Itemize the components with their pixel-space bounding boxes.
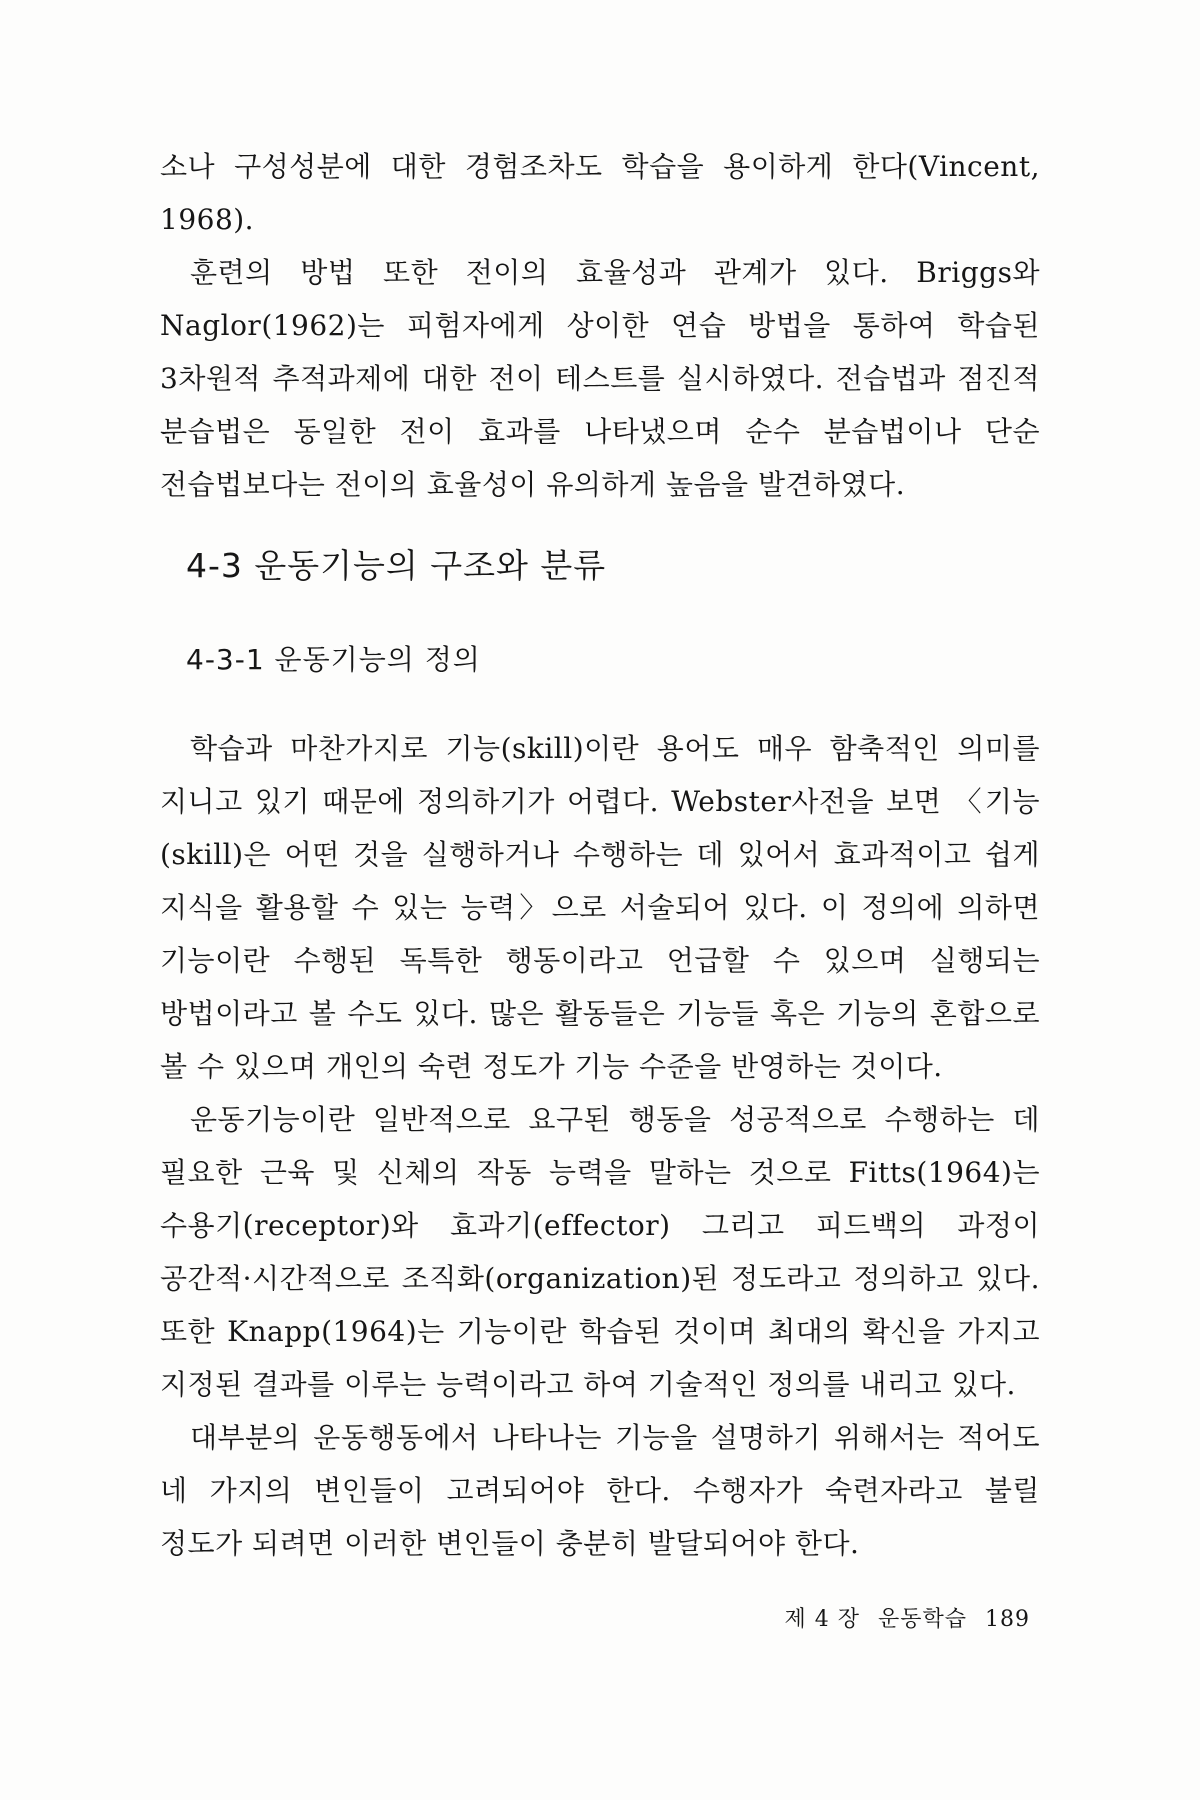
page-number: 189 xyxy=(985,1607,1030,1632)
paragraph: 훈련의 방법 또한 전이의 효율성과 관계가 있다. Briggs와 Naglor(1962)는 피험자에게 상이한 연습 방법을 통하여 학습된 3차원적 추적과제에 대한 전이 테스트를 실시하였다. 전습법과 점진적 분습법은 동일한 전이 효과를 나타냈으며 순수 분습법이나 단순 전습법보다는 전이의 효율성이 유의하게 높음을 발견하였다. xyxy=(160,256,1040,501)
subsection-heading: 4-3-1 운동기능의 정의 xyxy=(186,643,481,676)
section-heading: 4-3 운동기능의 구조와 분류 xyxy=(186,546,607,585)
text-block-top xyxy=(160,140,1040,511)
paragraph: 운동기능이란 일반적으로 요구된 행동을 성공적으로 수행하는 데 필요한 근육 및 신체의 작동 능력을 말하는 것으로 Fitts(1964)는 수용기(receptor)와 효과기(effector) 그리고 피드백의 과정이 공간적·시간적으로 조직화(organization)된 정도라고 정의하고 있다. 또한 Knapp(1964)는 기능이란 학습된 것이며 최대의 확신을 가지고 지정된 결과를 이루는 능력이라고 하여 기술적인 정의를 내리고 있다. xyxy=(160,1103,1040,1401)
footer-chapter: 제 4 장 xyxy=(784,1607,860,1632)
footer-chapter-title: 운동학습 xyxy=(877,1607,967,1632)
page-footer xyxy=(774,1602,1030,1633)
paragraph: 대부분의 운동행동에서 나타나는 기능을 설명하기 위해서는 적어도 네 가지의 변인들이 고려되어야 한다. 수행자가 숙련자라고 불릴 정도가 되려면 이러한 변인들이 충분히 발달되어야 한다. xyxy=(160,1421,1040,1560)
paragraph: 소나 구성성분에 대한 경험조차도 학습을 용이하게 한다(Vincent, 1968). xyxy=(160,150,1040,236)
text-block-main xyxy=(160,722,1040,1570)
paragraph: 학습과 마찬가지로 기능(skill)이란 용어도 매우 함축적인 의미를 지니고 있기 때문에 정의하기가 어렵다. Webster사전을 보면 〈기능(skill)은 어떤 것을 실행하거나 수행하는 데 있어서 효과적이고 쉽게 지식을 활용할 수 있는 능력〉으로 서술되어 있다. 이 정의에 의하면 기능이란 수행된 독특한 행동이라고 언급할 수 있으며 실행되는 방법이라고 볼 수도 있다. 많은 활동들은 기능들 혹은 기능의 혼합으로 볼 수 있으며 개인의 숙련 정도가 기능 수준을 반영하는 것이다. xyxy=(160,732,1040,1083)
